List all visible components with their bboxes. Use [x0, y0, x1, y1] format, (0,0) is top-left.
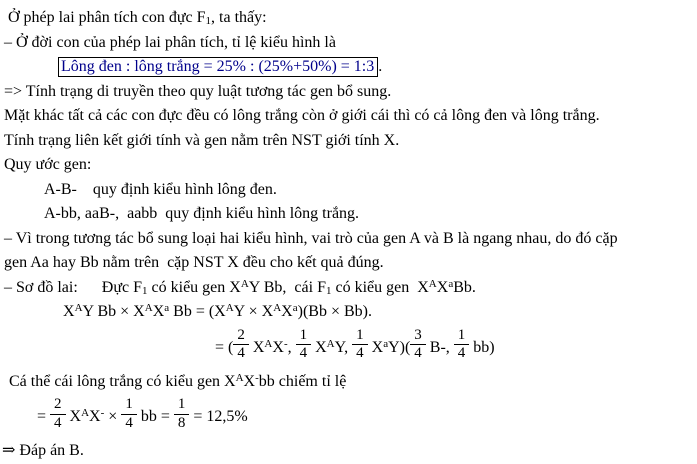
superscript-text: a: [448, 277, 454, 290]
text-run: Y Bb × X: [82, 303, 145, 320]
text-run: Bb.: [453, 278, 476, 296]
superscript-text: -: [255, 371, 259, 384]
text-run: Y Bb, cái F: [248, 278, 326, 296]
superscript-text: A: [235, 371, 244, 384]
superscript-text: A: [81, 407, 90, 419]
fraction-numerator: 1: [174, 397, 190, 415]
text-run: Tính trạng liên kết giới tính và gen nằm trên NST giới tính X.: [4, 131, 400, 149]
text-run: A-B- quy định kiểu hình lông đen.: [44, 180, 277, 198]
line-answer: [0, 439, 697, 464]
fraction: [121, 397, 137, 432]
fraction: [352, 328, 368, 363]
text-run: – Vì trong tương tác bổ sung loại hai kiểu hình, vai trò của gen A và B là ngang nhau, do đó cặp: [4, 229, 618, 247]
superscript-text: a: [164, 302, 170, 314]
text-run: =: [37, 408, 51, 425]
text-run: X: [243, 372, 256, 390]
fraction-numerator: 3: [410, 328, 426, 346]
text-run: có kiểu gen X: [147, 278, 241, 296]
text-run: gen Aa hay Bb nằm trên cặp NST X đều cho kết quả đúng.: [4, 254, 384, 271]
superscript-text: -: [283, 337, 288, 350]
line-gene-convention: [0, 153, 697, 178]
text-run: – Ở đời con của phép lai phân tích, tỉ lệ kiểu hình là: [4, 33, 336, 51]
text-run: Ở phép lai phân tích con đực F: [8, 9, 206, 26]
text-run: X: [152, 303, 165, 320]
line-offspring-ratio: [0, 31, 697, 56]
text-run: bb chiếm tỉ lệ: [258, 372, 347, 390]
line-cross-equation: [0, 300, 697, 325]
text-run: X: [63, 303, 75, 320]
text-run: Lông đen : lông trắng = 25% : (25%+50%) = 1:3: [61, 58, 375, 75]
text-run: .: [378, 58, 383, 75]
subscript-text: 1: [325, 284, 332, 297]
highlight-box: [58, 57, 378, 77]
line-genotype-white: [0, 202, 697, 227]
text-run: Y,: [334, 338, 353, 356]
text-run: Y × X: [233, 303, 274, 320]
text-run: = 12,5%: [189, 408, 248, 425]
line-final-calculation: [0, 394, 697, 439]
line-intro: [0, 6, 697, 31]
superscript-text: A: [428, 277, 437, 290]
text-run: ×: [104, 408, 122, 425]
text-run: X: [89, 408, 101, 425]
superscript-text: A: [144, 302, 153, 314]
fraction-denominator: 4: [125, 414, 133, 431]
fraction-denominator: 4: [457, 345, 466, 362]
text-run: bb): [469, 338, 495, 356]
fraction: [410, 328, 426, 363]
line-role-equal-2: [0, 251, 697, 276]
fraction: [233, 328, 249, 363]
text-run: ,: [287, 338, 296, 356]
text-run: B-,: [425, 338, 454, 356]
fraction-denominator: 4: [299, 345, 308, 362]
text-run: X: [311, 338, 327, 356]
fraction: [50, 397, 66, 432]
text-run: )(Bb × Bb).: [297, 303, 372, 320]
subscript-text: 1: [205, 15, 212, 27]
line-conclusion-interaction: [0, 80, 697, 105]
line-role-equal-1: [0, 227, 697, 252]
text-run: có kiểu gen X: [331, 278, 429, 296]
text-run: – Sơ đồ lai: Đực F: [4, 278, 143, 296]
text-run: bb =: [136, 408, 174, 425]
fraction: [454, 328, 470, 363]
text-run: ⇒ Đáp án B.: [2, 442, 84, 459]
line-sex-linked: [0, 129, 697, 154]
superscript-text: a: [292, 302, 298, 314]
subscript-text: 1: [142, 284, 148, 297]
text-run: Mặt khác tất cả các con đực đều có lông trắng còn ở giới cái thì có cả lông đen và lông trắng.: [4, 107, 600, 124]
fraction-numerator: 2: [233, 328, 249, 346]
superscript-text: A: [240, 277, 249, 290]
line-genotype-black: [0, 178, 697, 203]
text-run: => Tính trạng di truyền theo quy luật tương tác gen bổ sung.: [4, 82, 392, 100]
superscript-text: A: [264, 337, 273, 350]
fraction-denominator: 8: [177, 414, 186, 431]
text-run: Quy ước gen:: [4, 156, 92, 173]
fraction-numerator: 1: [352, 328, 368, 346]
text-run: X: [367, 338, 384, 356]
fraction-denominator: 4: [54, 414, 62, 431]
fraction-numerator: 2: [50, 397, 66, 415]
fraction-numerator: 1: [454, 328, 470, 346]
text-run: X: [281, 303, 293, 320]
line-white-female-genotype: [0, 370, 697, 395]
text-run: X: [272, 338, 284, 356]
text-run: X: [436, 278, 449, 296]
fraction: [174, 397, 190, 432]
text-run: Cá thể cái lông trắng có kiểu gen X: [9, 372, 236, 390]
fraction-numerator: 1: [296, 328, 312, 346]
line-cross-scheme: [0, 276, 697, 301]
superscript-text: A: [273, 302, 282, 314]
text-run: , ta thấy:: [211, 9, 267, 26]
line-boxed-ratio: [0, 55, 697, 80]
fraction-numerator: 1: [121, 397, 137, 415]
text-run: Bb = (X: [169, 303, 226, 320]
text-run: A-bb, aaB-, aabb quy định kiểu hình lông trắng.: [44, 205, 360, 222]
line-offspring-fractions: [0, 325, 697, 370]
fraction: [296, 328, 312, 363]
text-run: X: [248, 338, 265, 356]
text-run: X: [65, 408, 82, 425]
text-run: Y)(: [388, 338, 411, 356]
superscript-text: -: [100, 407, 105, 419]
superscript-text: a: [383, 337, 389, 350]
line-males-white: [0, 104, 697, 129]
superscript-text: A: [326, 337, 335, 350]
fraction-denominator: 4: [356, 345, 364, 362]
superscript-text: A: [74, 302, 83, 314]
fraction-denominator: 4: [414, 345, 422, 362]
text-run: = (: [215, 338, 234, 356]
fraction-denominator: 4: [237, 345, 245, 362]
superscript-text: A: [225, 302, 234, 314]
